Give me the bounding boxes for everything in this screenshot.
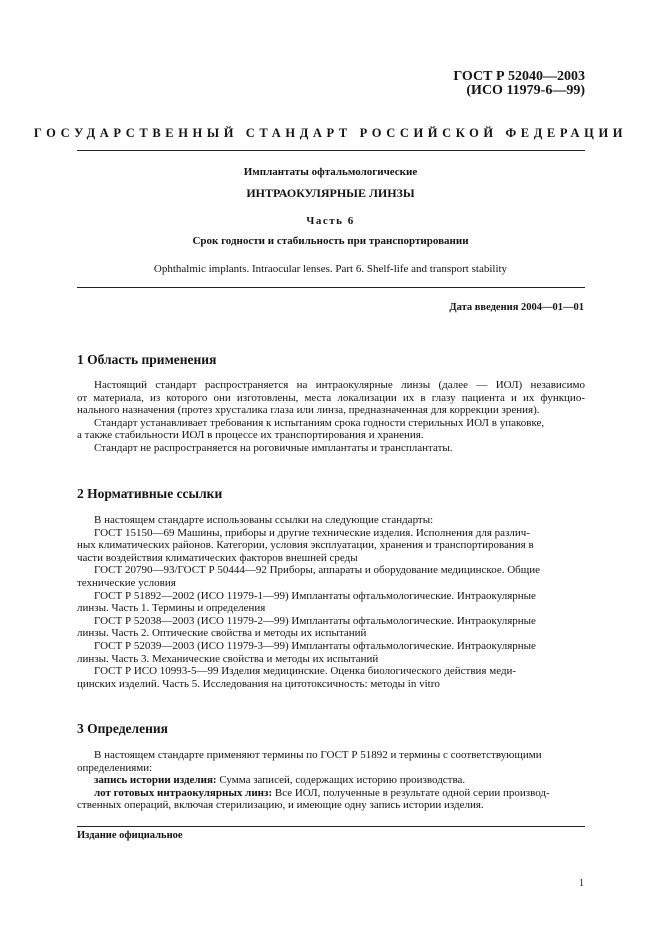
text-line: ных климатических районов. Категории, условия эксплуатации, хранения и транспортирования в bbox=[77, 539, 534, 552]
section-1-line bbox=[77, 442, 585, 455]
section-3-line bbox=[77, 749, 585, 762]
introduction-date: Дата введения 2004—01—01 bbox=[449, 302, 584, 313]
section-3-line bbox=[77, 799, 585, 812]
title-group: Имплантаты офтальмологические bbox=[243, 166, 418, 178]
official-edition-label: Издание официальное bbox=[77, 830, 183, 841]
text-line: ГОСТ Р 52039—2003 (ИСО 11979-3—99) Имплантаты офтальмологические. Интраокулярные bbox=[94, 639, 536, 652]
text-line: линзы. Часть 1. Термины и определения bbox=[77, 602, 266, 615]
gost-number: ГОСТ Р 52040—2003 bbox=[453, 69, 585, 84]
term: лот готовых интраокулярных линз: bbox=[94, 786, 273, 799]
text-line: нального назначения (протез хрусталика глаза или линза, предназначенная для коррекции зрения). bbox=[77, 404, 540, 417]
definition-lens-lot bbox=[77, 787, 585, 800]
definition-record-history bbox=[77, 774, 585, 787]
section-2-line bbox=[77, 577, 585, 590]
section-2-line bbox=[77, 564, 585, 577]
title-english: Ophthalmic implants. Intraocular lenses. Part 6. Shelf-life and transport stability bbox=[153, 263, 508, 275]
section-2-line bbox=[77, 653, 585, 666]
text-line: ГОСТ Р ИСО 10993-5—99 Изделия медицинские. Оценка биологического действия меди- bbox=[94, 665, 517, 678]
text-line: линзы. Часть 2. Оптические свойства и методы их испытаний bbox=[77, 627, 367, 640]
section-2-heading: 2 Нормативные ссылки bbox=[77, 486, 223, 501]
text-line: от материала, из которого они изготовлены, места локализации их в глазу пациента и их функцио- bbox=[77, 391, 585, 404]
text-line: В настоящем стандарте использованы ссылки на следующие стандарты: bbox=[94, 514, 434, 526]
section-1-heading: 1 Область применения bbox=[77, 352, 217, 367]
section-2-body bbox=[77, 514, 585, 690]
text-line: ГОСТ Р 52038—2003 (ИСО 11979-2—99) Имплантаты офтальмологические. Интраокулярные bbox=[94, 614, 536, 627]
state-standard-heading: ГОСУДАРСТВЕННЫЙ СТАНДАРТ РОССИЙСКОЙ ФЕДЕРАЦИИ bbox=[33, 126, 628, 140]
section-2-line bbox=[77, 678, 585, 691]
text-line: определениями: bbox=[77, 761, 153, 774]
section-2-line bbox=[77, 539, 585, 552]
section-2-line bbox=[77, 527, 585, 540]
text-line: линзы. Часть 3. Механические свойства и методы их испытаний bbox=[77, 652, 379, 665]
section-2-line bbox=[77, 640, 585, 653]
section-2-line bbox=[77, 590, 585, 603]
text-line: а также стабильности ИОЛ в процессе их транспортирования и хранения. bbox=[77, 429, 424, 442]
text-line: ГОСТ 20790—93/ГОСТ Р 50444—92 Приборы, аппараты и оборудование медицинское. Общие bbox=[94, 564, 541, 577]
section-1-body bbox=[77, 379, 585, 455]
section-3-heading: 3 Определения bbox=[77, 721, 168, 736]
text-line: В настоящем стандарте применяют термины по ГОСТ Р 51892 и термины с соответствующими bbox=[94, 749, 542, 761]
standard-designation bbox=[453, 70, 585, 98]
title-part: Часть 6 bbox=[306, 215, 355, 227]
title-main: ИНТРАОКУЛЯРНЫЕ ЛИНЗЫ bbox=[246, 186, 415, 200]
page-number: 1 bbox=[579, 878, 584, 889]
section-3-line bbox=[77, 762, 585, 775]
section-2-line bbox=[77, 627, 585, 640]
section-2-line bbox=[77, 615, 585, 628]
text-line: Стандарт не распространяется на роговичные имплантаты и трансплантаты. bbox=[94, 441, 453, 454]
title-subtitle: Срок годности и стабильность при транспортировании bbox=[192, 235, 469, 247]
text-line: ственных операций, включая стерилизацию, и имеющие одну запись истории изделия. bbox=[77, 799, 484, 812]
section-1-line bbox=[77, 392, 585, 405]
text-line: технические условия bbox=[77, 576, 176, 589]
section-3-body bbox=[77, 749, 585, 812]
text-line: ГОСТ Р 51892—2002 (ИСО 11979-1—99) Имплантаты офтальмологические. Интраокулярные bbox=[94, 589, 536, 602]
text-line: Настоящий стандарт распространяется на интраокулярные линзы (далее — ИОЛ) независимо bbox=[94, 379, 585, 391]
definition: Все ИОЛ, полученные в результате одной серии производ- bbox=[272, 786, 550, 799]
section-2-line bbox=[77, 602, 585, 615]
definition: Сумма записей, содержащих историю производства. bbox=[216, 774, 466, 787]
footer-rule bbox=[77, 826, 585, 827]
section-1-line bbox=[77, 404, 585, 417]
section-2-line bbox=[77, 665, 585, 678]
text-line: Стандарт устанавливает требования к испытаниям срока годности стерильных ИОЛ в упаковке, bbox=[94, 416, 545, 429]
section-1-line bbox=[77, 379, 585, 392]
text-line: ГОСТ 15150—69 Машины, приборы и другие технические изделия. Исполнения для различ- bbox=[94, 526, 530, 539]
top-rule bbox=[77, 150, 585, 151]
term: запись истории изделия: bbox=[94, 774, 217, 787]
section-1-line bbox=[77, 429, 585, 442]
section-2-line bbox=[77, 552, 585, 565]
section-1-line bbox=[77, 417, 585, 430]
text-line: части воздействия климатических факторов внешней среды bbox=[77, 551, 358, 564]
iso-number: (ИСО 11979-6—99) bbox=[466, 83, 585, 98]
title-rule bbox=[77, 287, 585, 288]
section-2-line bbox=[77, 514, 585, 527]
text-line: цинских изделий. Часть 5. Исследования на цитотоксичность: методы in vitro bbox=[77, 677, 440, 690]
